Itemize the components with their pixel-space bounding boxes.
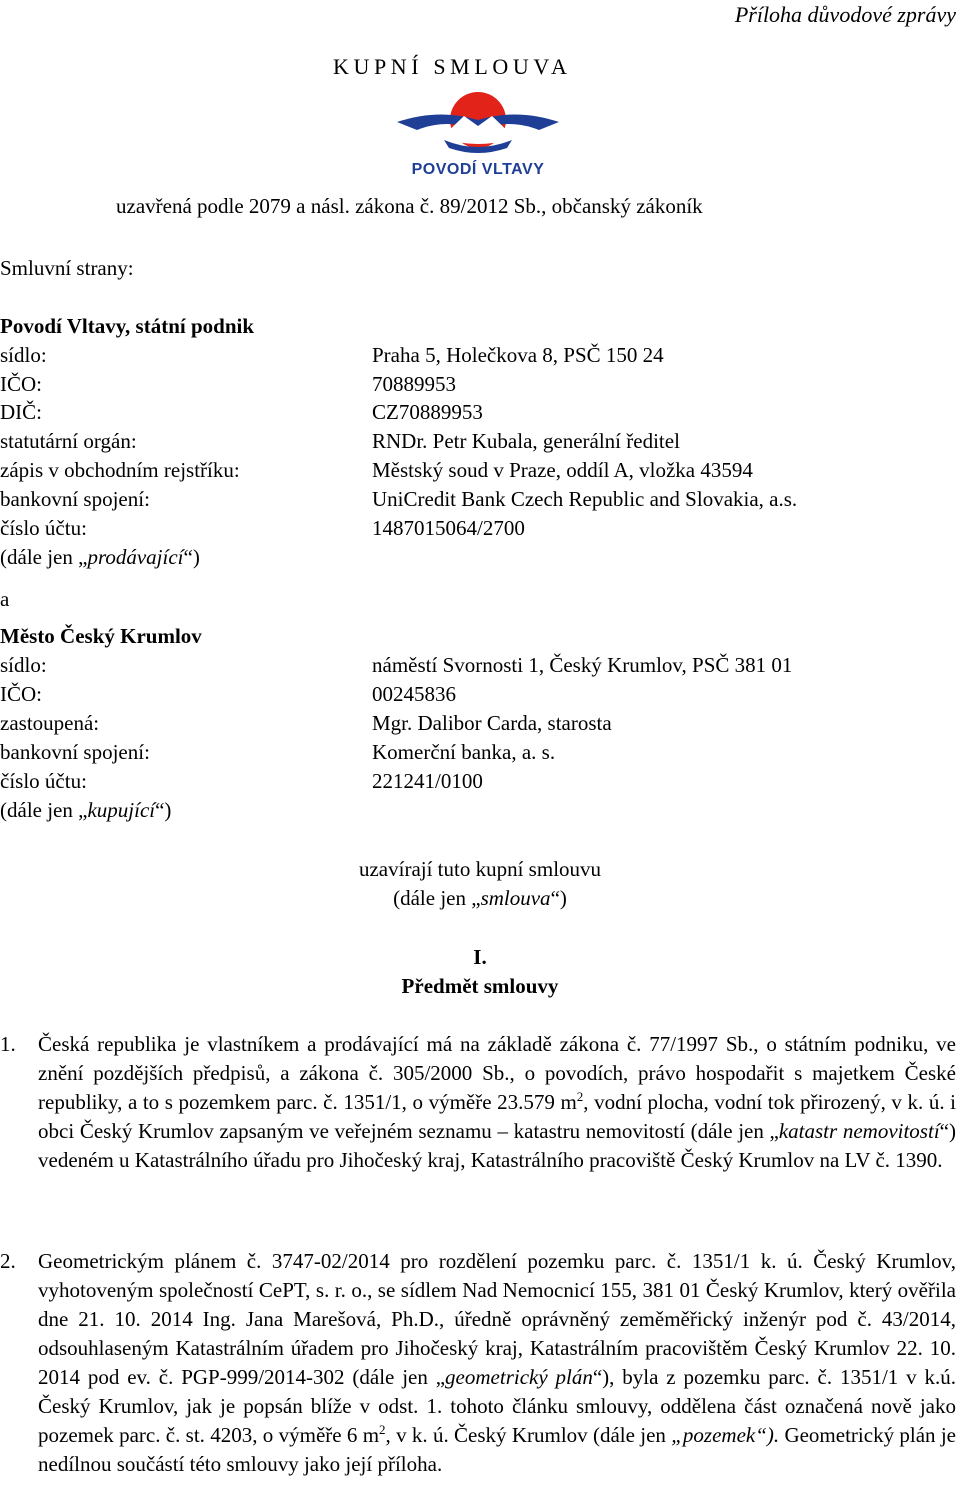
annex-note: Příloha důvodové zprávy [734,2,956,27]
paragraph-1-superscript: 2 [576,1089,584,1104]
logo-wordmark: POVODÍ VLTAVY [411,161,545,178]
buyer-account-label: číslo účtu: [0,769,87,793]
seller-alias-term: prodávající [87,545,184,569]
seller-seat-label: sídlo: [0,343,47,367]
povodi-vltavy-logo [389,90,567,180]
paragraph-1-number: 1. [0,1032,16,1056]
paragraph-2-number: 2. [0,1249,16,1273]
section-number: I. [473,945,487,969]
seller-dic-value: CZ70889953 [372,400,483,424]
paragraph-2 [38,1247,956,1479]
seller-alias [0,543,200,572]
buyer-bank-value: Komerční banka, a. s. [372,740,556,764]
buyer-alias-prefix: (dále jen „ [0,798,88,822]
seller-register-value: Městský soud v Praze, oddíl A, vložka 43594 [372,458,753,482]
buyer-ico-label: IČO: [0,682,42,706]
buyer-name: Město Český Krumlov [0,624,202,648]
seller-name: Povodí Vltavy, státní podnik [0,314,255,338]
seller-ico-value: 70889953 [372,372,456,396]
conclude-alias-prefix: (dále jen „ [393,886,481,910]
seller-statutory-value: RNDr. Petr Kubala, generální ředitel [372,429,680,453]
conclude-line: uzavírají tuto kupní smlouvu [358,857,602,881]
buyer-alias-term: kupující [87,798,156,822]
buyer-seat-label: sídlo: [0,653,47,677]
buyer-account-value: 221241/0100 [372,769,483,793]
paragraph-1-text-c: “) vedeném u Katastrálního úřadu pro Jihočeský kraj, Katastrálního pracoviště Český Krumlov na LV č. 1390. [38,1119,956,1172]
paragraph-2-text-c: , v k. ú. Český Krumlov (dále jen [385,1423,672,1447]
seller-seat-value: Praha 5, Holečkova 8, PSČ 150 24 [372,343,664,367]
paragraph-1-text-a: Česká republika je vlastníkem a prodávající má na základě zákona č. 77/1997 Sb., o státním podniku, ve znění pozdějších předpisů, a zákona č. 305/2000 Sb., o povodích, právo hospodařit s majetkem České republiky, a to s pozemkem parc. č. 1351/1, o výměře 23.579 m [38,1032,956,1114]
contract-title: KUPNÍ SMLOUVA [333,54,572,79]
conclude-alias [0,884,960,913]
buyer-bank-label: bankovní spojení: [0,740,150,764]
paragraph-1-term: katastr nemovitostí [778,1119,940,1143]
seller-ico-label: IČO: [0,372,42,396]
contract-subtitle: uzavřená podle 2079 a násl. zákona č. 89/2012 Sb., občanský zákoník [116,194,703,218]
seller-dic-label: DIČ: [0,400,42,424]
conclude-alias-term: smlouva [480,886,551,910]
buyer-ico-value: 00245836 [372,682,456,706]
paragraph-2-term-pozemek: „pozemek“). [671,1423,780,1447]
buyer-represented-label: zastoupená: [0,711,100,735]
seller-bank-value: UniCredit Bank Czech Republic and Slovakia, a.s. [372,487,798,511]
paragraph-2-text-a: Geometrickým plánem č. 3747-02/2014 pro rozdělení pozemku parc. č. 1351/1 k. ú. Český Krumlov, vyhotoveným společností CePT, s. r. o., se sídlem Nad Nemocnicí 155, 381 01 Český Krumlov, který ověřila dne 21. 10. 2014 Ing. Jana Marešová, Ph.D., úředně oprávněný zeměměřický inženýr pod č. 43/2014, odsouhlaseným Katastrálním úřadem pro Jihočeský kraj, Katastrálním pracovištěm Český Krumlov 22. 10. 2014 pod ev. č. PGP-999/2014-302 (dále jen „ [38,1249,956,1389]
seller-statutory-label: statutární orgán: [0,429,137,453]
buyer-seat-value: náměstí Svornosti 1, Český Krumlov, PSČ 381 01 [372,653,793,677]
seller-alias-prefix: (dále jen „ [0,545,88,569]
buyer-alias [0,796,171,825]
parties-heading: Smluvní strany: [0,256,134,280]
seller-account-label: číslo účtu: [0,516,87,540]
seller-alias-suffix: “) [183,545,200,569]
paragraph-2-text-d: Geometrický plán je nedílnou součástí této smlouvy jako její příloha. [38,1423,957,1476]
and-separator: a [0,587,10,611]
seller-register-label: zápis v obchodním rejstříku: [0,458,240,482]
seller-bank-label: bankovní spojení: [0,487,150,511]
conclude-alias-suffix: “) [550,886,567,910]
paragraph-1 [38,1030,956,1175]
section-title: Předmět smlouvy [401,974,559,998]
seller-account-value: 1487015064/2700 [372,516,525,540]
paragraph-1-text-b: , vodní plocha, vodní tok přirozený, v k. ú. i obci Český Krumlov zapsaným ve veřejném seznamu – katastru nemovitostí (dále jen „ [38,1090,957,1143]
buyer-alias-suffix: “) [155,798,172,822]
buyer-represented-value: Mgr. Dalibor Carda, starosta [372,711,612,735]
paragraph-2-text-b: “), byla z pozemku parc. č. 1351/1 v k.ú. Český Krumlov, jak je popsán blíže v odst. 1. tohoto článku smlouvy, oddělena část označená nově jako pozemek parc. č. st. 4203, o výměře 6 m [38,1365,956,1447]
paragraph-2-superscript: 2 [379,1422,386,1437]
paragraph-2-term-plan: geometrický plán [445,1365,593,1389]
